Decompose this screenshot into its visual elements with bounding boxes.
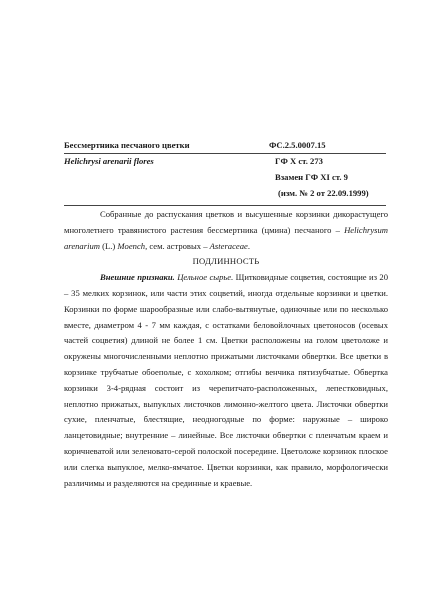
amendment-note: (изм. № 2 от 22.09.1999)	[278, 188, 369, 198]
features-label: Внешние признаки.	[100, 272, 175, 283]
intro-text-3: , сем. астровых –	[145, 240, 210, 251]
intro-text-2: (L.)	[99, 240, 118, 251]
monograph-body	[64, 207, 388, 491]
intro-text-1: Собранные до распускания цветков и высушенные корзинки дикорастущего многолетнего травянистого растения бессмертника (цмина) песчаного –	[64, 209, 388, 235]
features-paragraph	[64, 270, 388, 491]
section-heading-authenticity: ПОДЛИННОСТЬ	[192, 256, 260, 267]
features-text: Щитковидные соцветия, состоящие из 20 – 35 мелких корзинок, или части этих соцветий, иногда отдельные корзинки и цветки. Корзинки по форме шарообразные или слабо-вытянутые, одиночные или по несколько вместе, диаметром 4 - 7 мм каждая, с остатками беловойлочных цветоносов (осевых частей соцветия) длиной не более 1 см. Цветки расположены на голом цветоложе и окружены многочисленными неплотно прижатыми листочками обвертки. Все цветки в корзинке трубчатые обоеполые, с хохолком; отгибы венчика пятизубчатые. Обвертка корзинки 3-4-рядная состоит из черепитчато-расположенных, лепестковидных, неплотно прижатых, выпуклых листочков лимонно-желтого цвета. Листочки обвертки сухие, пленчатые, блестящие, неодногодные по форме: наружные – широко ланцетовидные; внутренние – линейные. Все листочки обвертки с пленчатым краем и коричневатой или зеленовато-серой полоской посередине. Цветоложе корзинок плоское или слегка выпуклое, мелко-ямчатое. Цветки корзинки, как правило, морфологически различимы и разделяются на срединные и краевые.	[64, 272, 388, 488]
monograph-latin-title: Helichrysi arenarii flores	[64, 156, 154, 166]
monograph-title: Бессмертника песчаного цветки	[64, 140, 190, 150]
header-divider-bottom	[64, 205, 386, 206]
intro-paragraph	[64, 207, 388, 254]
gf-reference: ГФ X ст. 273	[275, 156, 323, 166]
family-name: Asteraceae	[209, 240, 248, 251]
monograph-code: ФС.2.5.0007.15	[269, 140, 326, 150]
intro-text-4: .	[247, 240, 250, 251]
replaces-reference: Взамен ГФ XI ст. 9	[275, 172, 348, 182]
species-author: Moench	[117, 240, 146, 251]
header-divider-top	[64, 153, 386, 154]
species-name: Helichrysum arenarium	[64, 224, 388, 251]
header-right	[269, 137, 414, 201]
features-sublabel: Цельное сырье.	[177, 272, 234, 283]
